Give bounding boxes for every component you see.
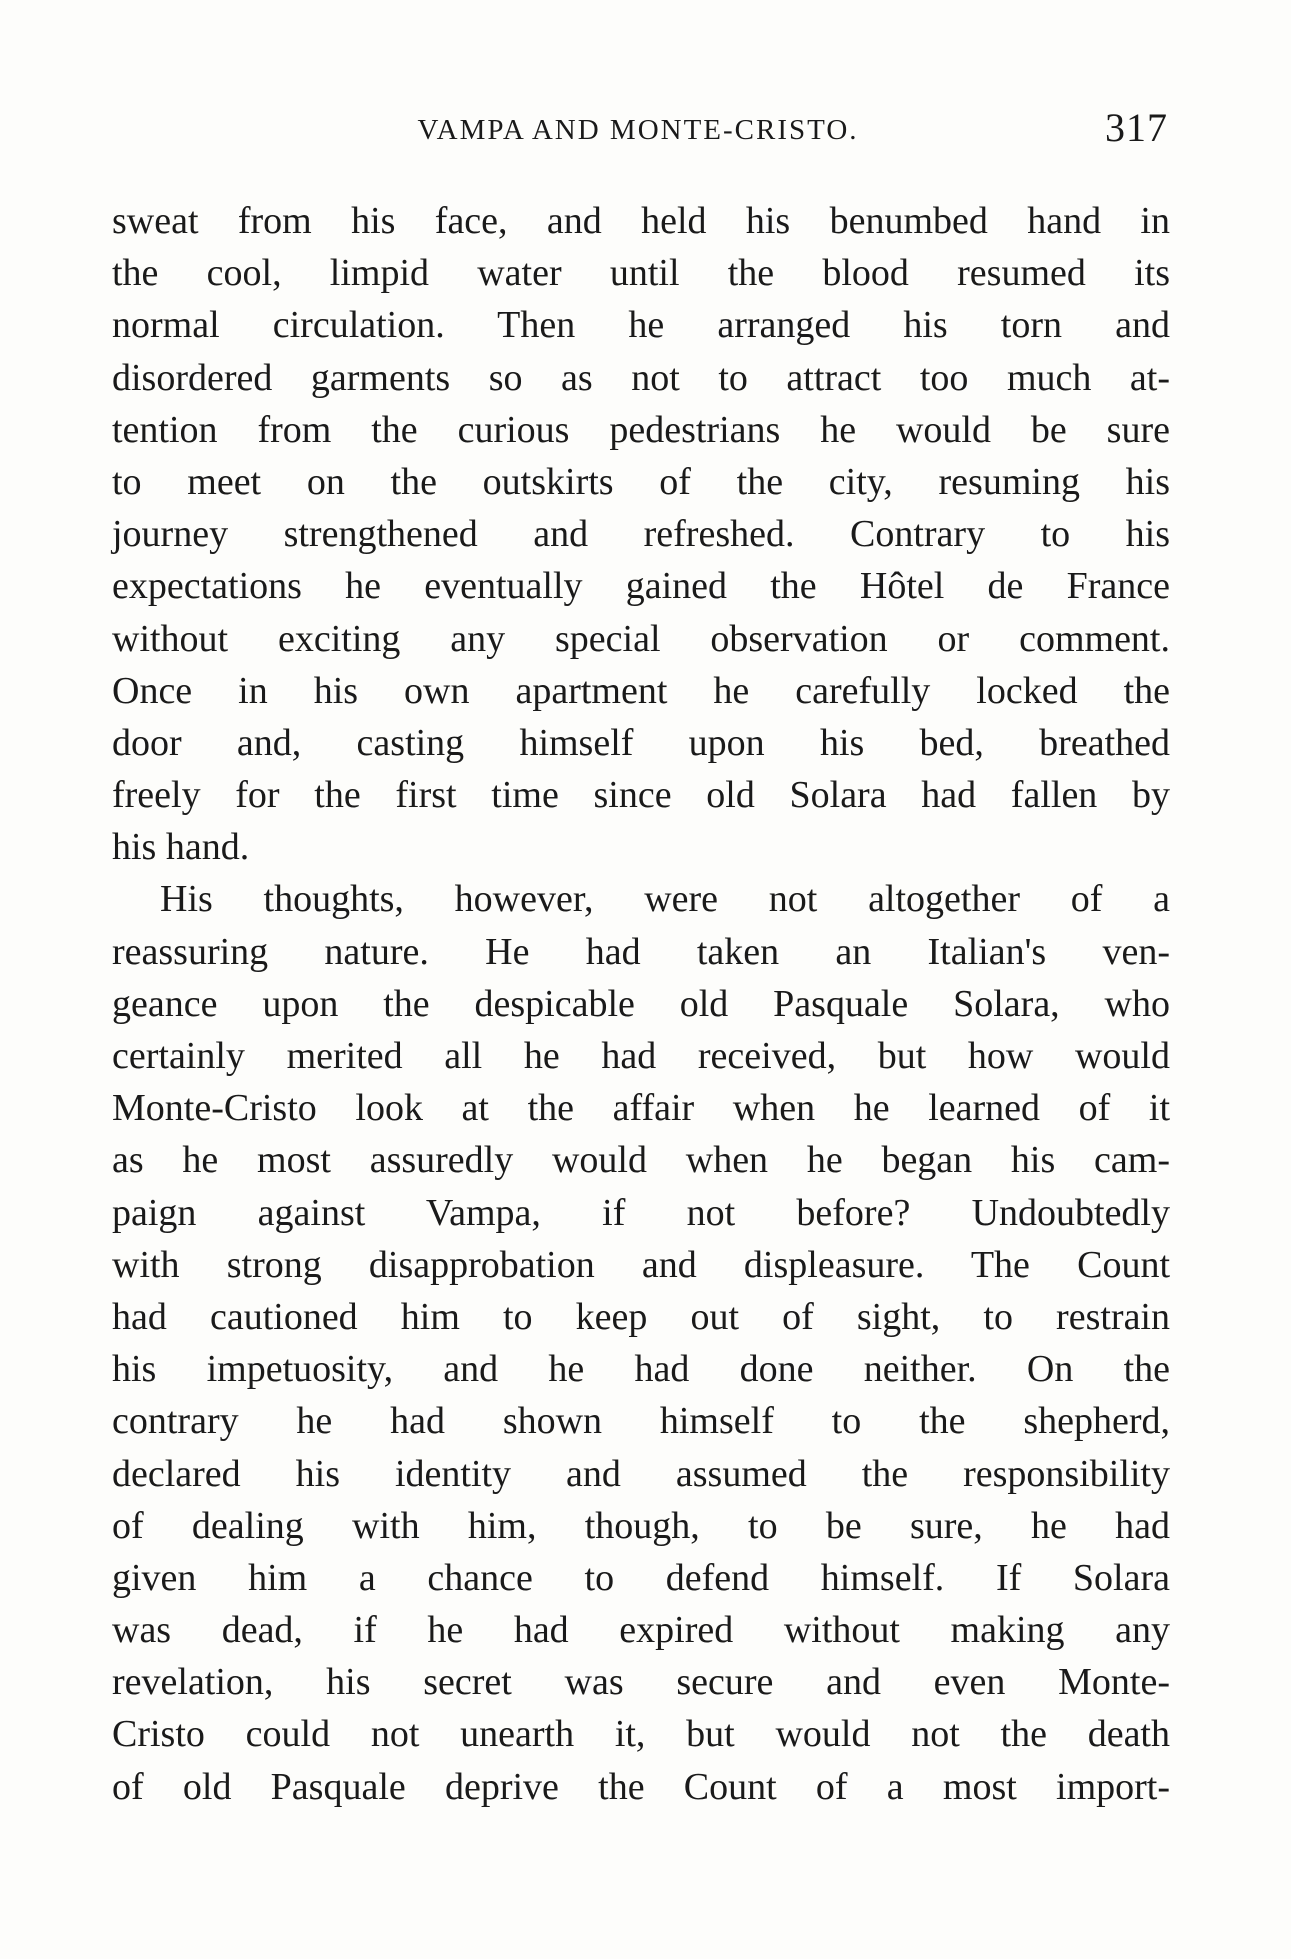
text-line: His thoughts, however, were not altogether of a: [160, 878, 1170, 921]
paragraph: [112, 195, 1170, 873]
text-line: had cautioned him to keep out of sight, to restrain: [112, 1295, 1170, 1338]
text-line: as he most assuredly would when he began his cam-: [112, 1139, 1170, 1182]
text-line: freely for the first time since old Solara had fallen by: [112, 774, 1170, 817]
text-line: revelation, his secret was secure and even Monte-: [112, 1661, 1170, 1704]
text-line: Monte-Cristo look at the affair when he learned of it: [112, 1087, 1170, 1130]
text-line: Cristo could not unearth it, but would not the death: [112, 1713, 1170, 1756]
body-text: [112, 195, 1170, 1813]
text-line: to meet on the outskirts of the city, resuming his: [112, 460, 1170, 503]
running-title: VAMPA AND MONTE-CRISTO.: [417, 114, 859, 146]
text-line: geance upon the despicable old Pasquale Solara, who: [112, 982, 1170, 1025]
text-line: disordered garments so as not to attract too much at-: [112, 356, 1170, 399]
text-line: of dealing with him, though, to be sure, he had: [112, 1504, 1170, 1547]
text-line: was dead, if he had expired without making any: [112, 1609, 1170, 1652]
paragraph: [112, 873, 1170, 1812]
text-line: his hand.: [112, 826, 250, 869]
text-line: declared his identity and assumed the responsibility: [112, 1452, 1170, 1495]
text-line: certainly merited all he had received, but how would: [112, 1035, 1170, 1077]
text-line: expectations he eventually gained the Hôtel de France: [112, 565, 1170, 608]
text-line: reassuring nature. He had taken an Italian's ven-: [112, 930, 1170, 973]
text-line: given him a chance to defend himself. If Solara: [112, 1556, 1170, 1599]
text-line: of old Pasquale deprive the Count of a most import-: [112, 1765, 1170, 1808]
text-line: Once in his own apartment he carefully locked the: [112, 669, 1170, 712]
running-head: [108, 104, 1168, 154]
text-line: without exciting any special observation or comment.: [112, 617, 1170, 660]
text-line: sweat from his face, and held his benumbed hand in: [112, 200, 1170, 242]
text-line: the cool, limpid water until the blood resumed its: [112, 252, 1170, 295]
text-line: normal circulation. Then he arranged his torn and: [112, 304, 1170, 347]
text-line: journey strengthened and refreshed. Contrary to his: [112, 513, 1170, 556]
text-line: contrary he had shown himself to the shepherd,: [112, 1400, 1170, 1443]
text-line: his impetuosity, and he had done neither. On the: [112, 1348, 1170, 1391]
page-number: 317: [1105, 105, 1168, 150]
text-line: door and, casting himself upon his bed, breathed: [112, 721, 1170, 764]
text-line: paign against Vampa, if not before? Undoubtedly: [112, 1191, 1170, 1234]
text-line: with strong disapprobation and displeasure. The Count: [112, 1243, 1170, 1286]
text-line: tention from the curious pedestrians he would be sure: [112, 408, 1170, 451]
